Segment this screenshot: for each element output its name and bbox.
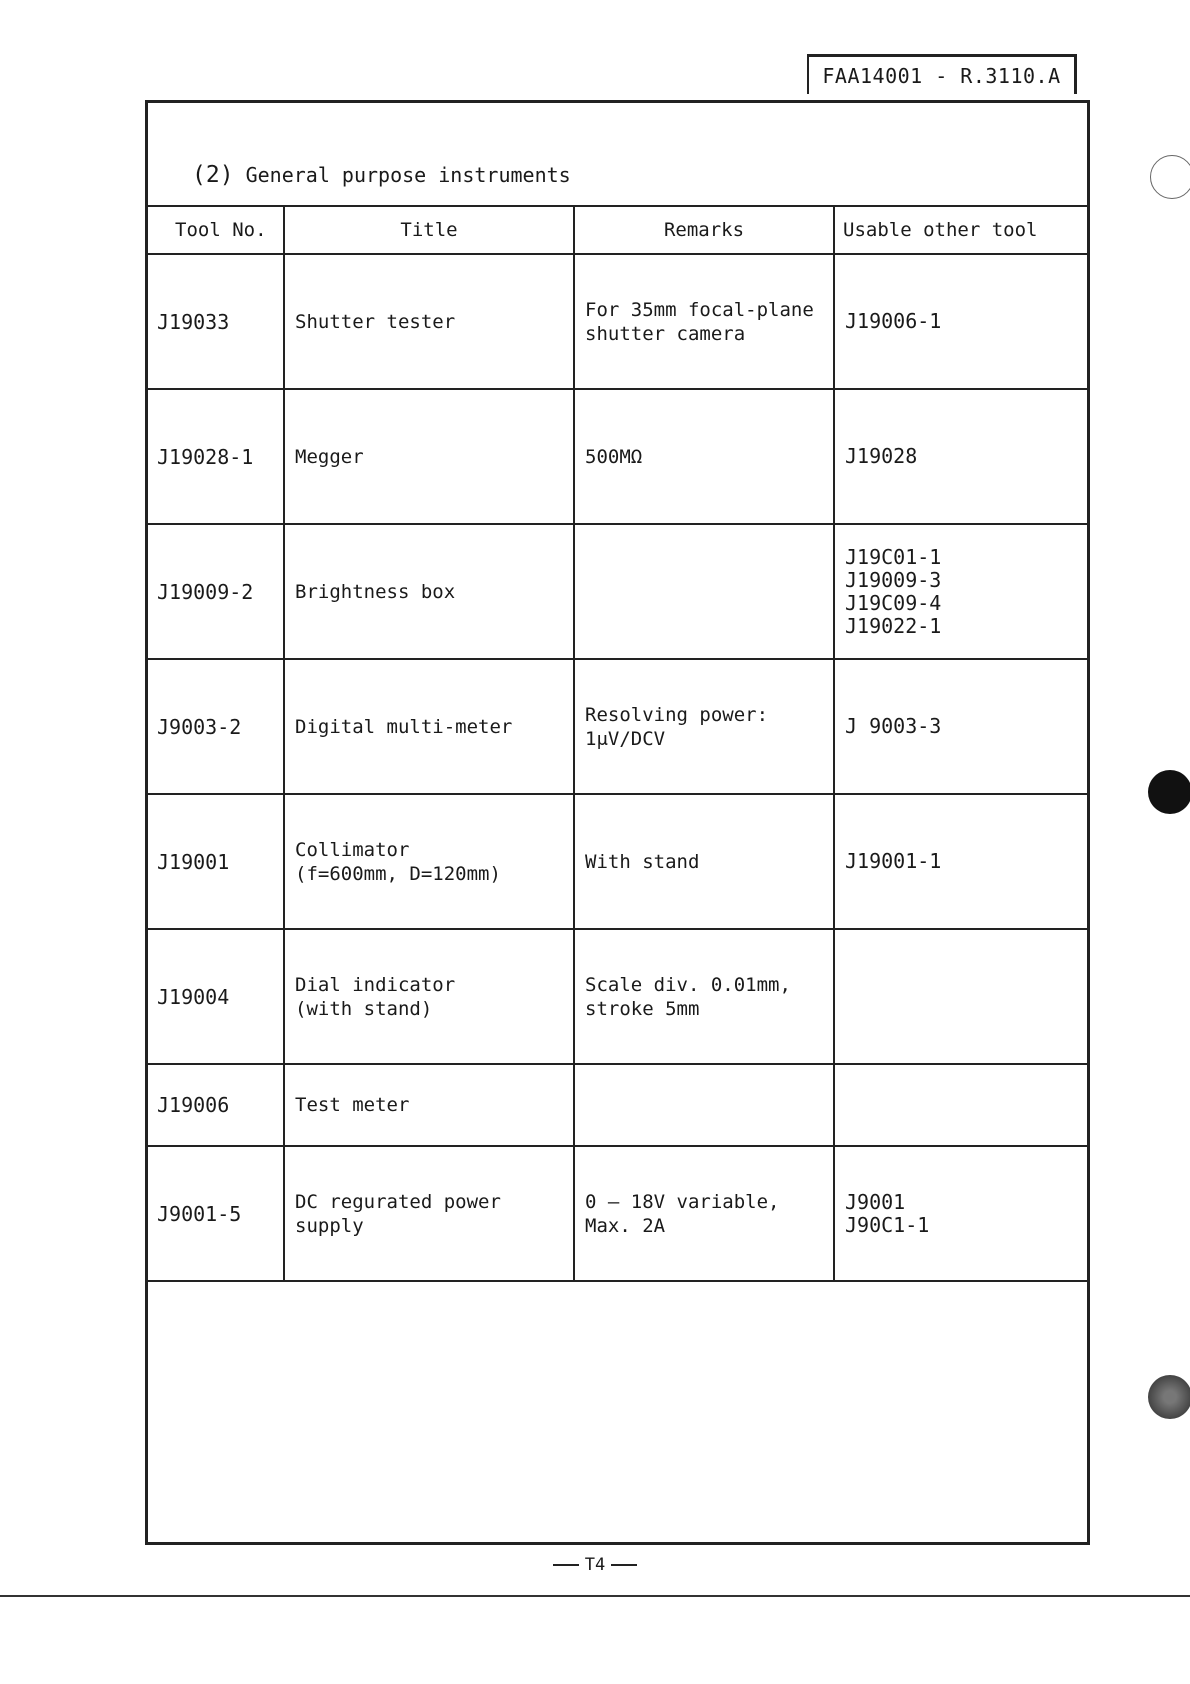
punch-hole-bottom [1148,1375,1190,1419]
title-cell: Dial indicator (with stand) [284,929,574,1064]
punch-hole-top [1150,155,1190,199]
section-heading [192,162,571,188]
usable-tool-item: J19001-1 [845,849,942,873]
tool-number-cell: J9003-2 [147,659,284,794]
remarks-cell: Scale div. 0.01mm, stroke 5mm [574,929,834,1064]
column-header-title: Title [284,206,574,254]
table-row [147,659,1087,794]
title-cell: Test meter [284,1064,574,1146]
tool-number-cell: J19006 [147,1064,284,1146]
table-row [147,1064,1087,1146]
usable-tool-cell [834,389,1087,524]
page-number-dash-right [611,1564,637,1566]
remarks-cell: 500MΩ [574,389,834,524]
remarks-cell: 0 — 18V variable, Max. 2A [574,1146,834,1281]
section-title: General purpose instruments [245,163,571,187]
table-header-row [147,206,1087,254]
tool-number-cell: J19033 [147,254,284,389]
usable-tool-cell [834,929,1087,1064]
punch-hole-middle [1148,770,1190,814]
usable-tool-item: J 9003-3 [845,714,942,738]
remarks-cell: For 35mm focal-plane shutter camera [574,254,834,389]
usable-tool-item: J9001 [845,1189,906,1214]
table-row [147,524,1087,659]
table-row [147,254,1087,389]
table-row [147,794,1087,929]
tool-number-cell: J19001 [147,794,284,929]
usable-tool-cell [834,659,1087,794]
title-cell: DC regurated power supply [284,1146,574,1281]
tools-table [147,205,1087,1282]
section-number: (2) [192,162,234,188]
title-cell: Brightness box [284,524,574,659]
column-header-remarks: Remarks [574,206,834,254]
tool-number-cell: J19009-2 [147,524,284,659]
usable-tool-cell [834,254,1087,389]
usable-tool-item: J19C09-4 [845,590,942,615]
usable-tool-cell [834,1064,1087,1146]
column-header-tool-no: Tool No. [147,206,284,254]
usable-tool-cell [834,524,1087,659]
page-number-dash-left [553,1564,579,1566]
tool-number-cell: J9001-5 [147,1146,284,1281]
usable-tool-cell [834,794,1087,929]
remarks-cell [574,1064,834,1146]
remarks-cell [574,524,834,659]
title-cell: Digital multi-meter [284,659,574,794]
title-cell: Collimator (f=600mm, D=120mm) [284,794,574,929]
usable-tool-item: J19006-1 [845,309,942,333]
document-reference: FAA14001 - R.3110.A [807,54,1077,94]
title-cell: Shutter tester [284,254,574,389]
usable-tool-item: J19022-1 [845,613,942,638]
table-row [147,1146,1087,1281]
table-row [147,929,1087,1064]
remarks-cell: Resolving power: 1μV/DCV [574,659,834,794]
title-cell: Megger [284,389,574,524]
scan-edge-line [0,1595,1190,1597]
table-row [147,389,1087,524]
tool-number-cell: J19004 [147,929,284,1064]
usable-tool-item: J90C1-1 [845,1212,930,1237]
page-number-label: T4 [584,1555,606,1575]
usable-tool-cell [834,1146,1087,1281]
usable-tool-item: J19C01-1 [845,544,942,569]
usable-tool-item: J19009-3 [845,567,942,592]
usable-tool-item: J19028 [845,444,918,468]
tool-number-cell: J19028-1 [147,389,284,524]
column-header-usable-other-tool: Usable other tool [834,206,1087,254]
page-number [0,1555,1190,1575]
remarks-cell: With stand [574,794,834,929]
